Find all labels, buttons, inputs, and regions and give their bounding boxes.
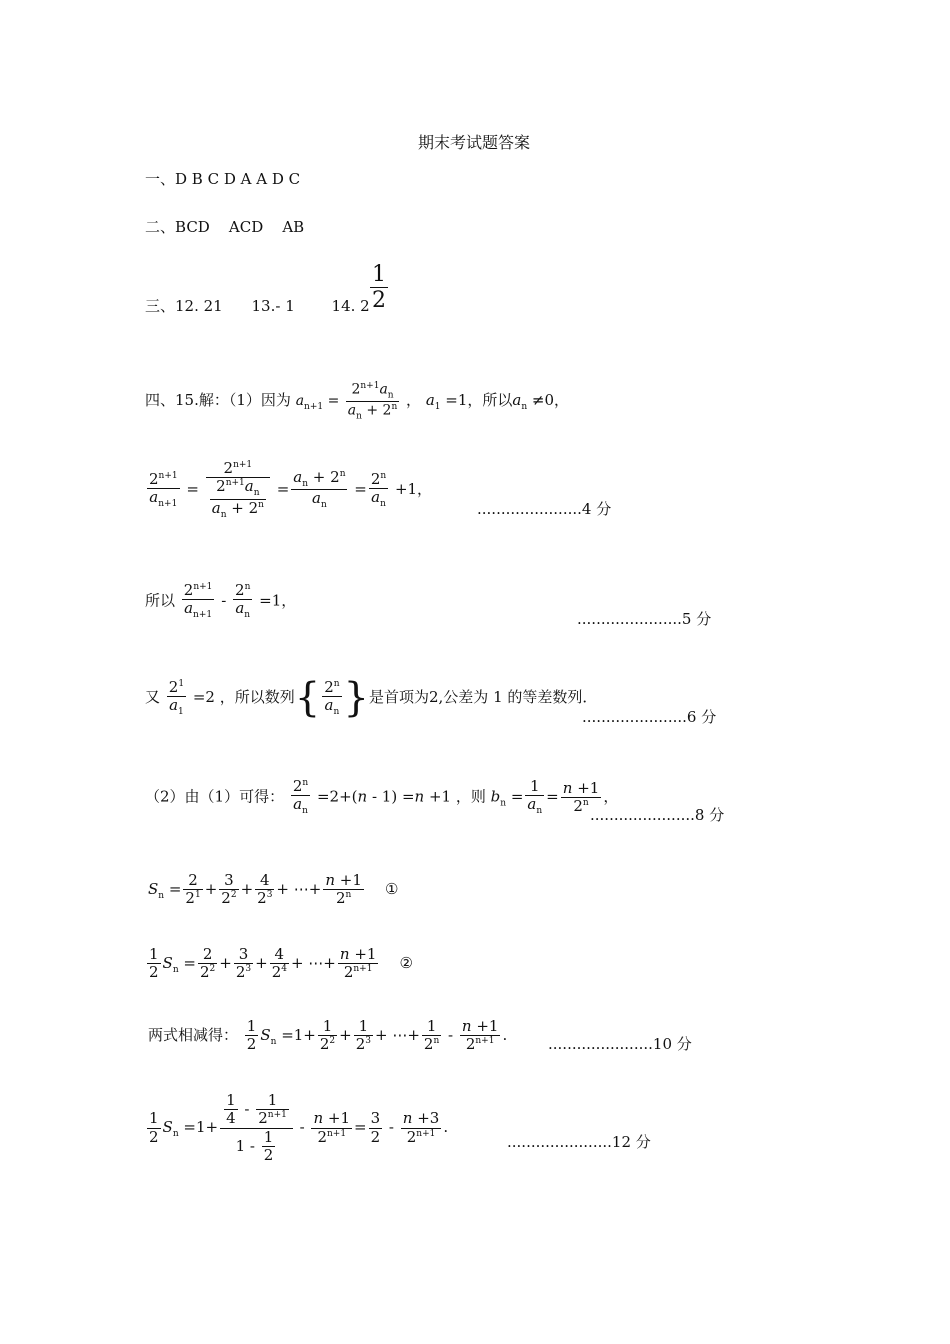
section-3: 三、12. 21 13.- 1 14. 2 [145, 297, 370, 315]
section-1: 一、D B C D A A D C [145, 170, 301, 188]
section-2: 二、BCD ACD AB [145, 218, 305, 236]
score-8: ......................8 分 [590, 806, 725, 824]
sum-half-sn: $\frac{1}{2}$ $S_n$ = $\frac{2}{2^2}$ + $\frac{3}{2^3}$ + $\frac{4}{2^4}$ + ⋯+ $\frac{n +1}{2^{n+1}}$ ② [149, 945, 413, 982]
score-5: ......................5 分 [577, 610, 712, 628]
q15-derivation: $\frac{2^{n+1}}{a_{n+1}}$ = $2^{n+1}$ $\frac{2^{n+1}a_n}{a_n + 2^n}$ = $\frac{a_n + 2^n}{a_n}$ = $\frac{2^n}{a_n}$ +1， [149, 459, 433, 520]
score-6: ......................6 分 [582, 708, 717, 726]
answers-1: D B C D A A D C [175, 170, 301, 188]
final-line: $\frac{1}{2}$ $S_n =1+$ $\frac{1}{4}$ - $\frac{1}{2^{n+1}}$ 1 - $\frac{1}{2}$ - $\frac{n +1}{2^{n+1}}$ = $\frac{3}{2}$ - $\frac{n +3}{2^{n+1}}$ . [149, 1091, 449, 1164]
page-title: 期末考试题答案 [418, 133, 531, 152]
q15-part2: （2）由（1）可得： $\frac{2^n}{a_n}$ =2+(n - 1) =n +1 ，则 $b_n$ = $\frac{1}{a_n}$ = $\frac{n +1}{2^n}$ ， [145, 777, 619, 817]
q15-given: 四、15.解：（1）因为 $a_{n+1}$ = $\frac{2^{n+1}a_n}{a_n + 2^n}$ ， $a_1 =1$，所以$a_n \ne 0$， [145, 380, 570, 421]
score-10: ......................10 分 [548, 1035, 692, 1053]
score-12: ......................12 分 [507, 1133, 651, 1151]
answer-14-fraction: $\frac{1}{2}$ [372, 262, 386, 314]
q15-arithmetic: 又 $\frac{2^1}{a_1}$ =2 ，所以数列{ $\frac{2^n}{a_n}$ }是首项为2,公差为 1 的等差数列． [145, 675, 598, 721]
sum-sn: $S_n$ = $\frac{2}{2^1}$ + $\frac{3}{2^2}$ + $\frac{4}{2^3}$ + ⋯+ $\frac{n +1}{2^n}$ ① [148, 871, 399, 908]
subtract-line: 两式相减得： $\frac{1}{2}$ $S_n =1+$ $\frac{1}{2^2}$ + $\frac{1}{2^3}$ + ⋯+ $\frac{1}{2^n}$ - $\frac{n +1}{2^{n+1}}$ . [148, 1017, 508, 1054]
score-4: ......................4 分 [477, 500, 612, 518]
q15-difference: 所以 $\frac{2^{n+1}}{a_{n+1}}$ - $\frac{2^n}{a_n}$ =1， [145, 581, 297, 621]
